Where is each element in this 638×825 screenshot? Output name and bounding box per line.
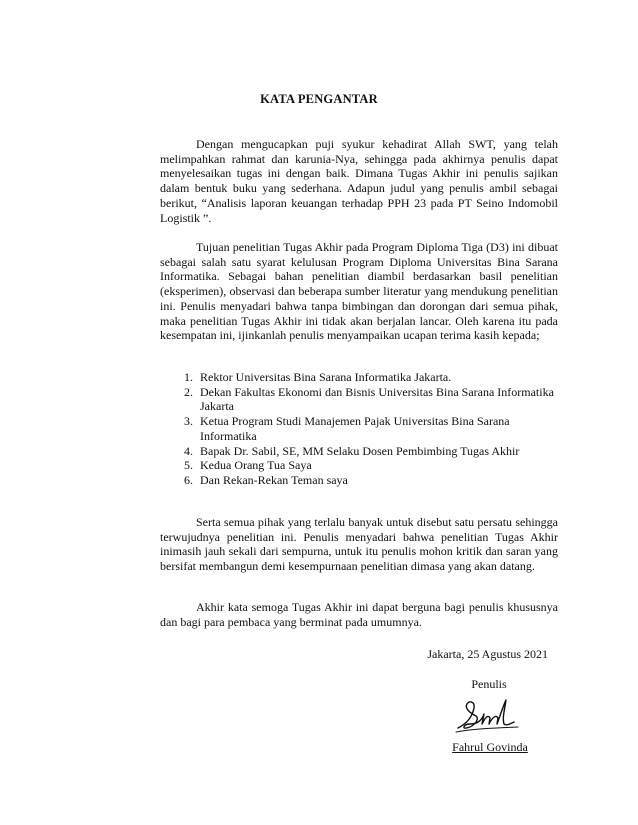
list-item [160,473,560,488]
signer-name: Fahrul Govinda [452,740,528,754]
list-item-number: 5. [184,458,193,473]
list-item-text: Kedua Orang Tua Saya [200,458,312,473]
paragraph-purpose [160,240,558,343]
list-item-text: Dekan Fakultas Ekonomi dan Bisnis Universitas Bina Sarana Informatika Jakarta [200,384,554,414]
list-item [160,458,560,473]
list-item-number: 3. [184,414,193,429]
list-item-text: Ketua Program Studi Manajemen Pajak Universitas Bina Sarana Informatika [200,414,510,443]
paragraph-closing [160,515,558,574]
list-item [160,444,560,459]
list-item [160,414,560,443]
list-item [160,370,560,385]
paragraph-closing-text: Serta semua pihak yang terlalu banyak untuk disebut satu persatu sehingga terwujudnya penelitian ini. Penulis menyadari bahwa penelitian Tugas Akhir inimasih jauh sekali dari sempurna, untuk itu penulis mohon kritik dan saran yang bersifat membangun demi kesempurnaan penelitian dimasa yang akan datang. [160,515,558,574]
page-title: KATA PENGANTAR [260,92,378,106]
handwritten-signature [452,694,522,736]
list-item-number: 1. [184,370,193,384]
list-item [160,385,560,414]
signoff-label: Penulis [471,677,507,691]
paragraph-purpose-text: Tujuan penelitian Tugas Akhir pada Program Diploma Tiga (D3) ini dibuat sebagai salah satu syarat kelulusan Program Diploma Universitas Bina Sarana Informatika. Sebagai bahan penelitian diambil berdasarkan basil penelitian (eksperimen), observasi dan beberapa sumber literatur yang mendukung penelitian ini. Penulis menyadari bahwa tanpa bimbingan dan dorongan dari semua pihak, maka penelitian Tugas Akhir ini tidak akan berjalan lancar. Oleh karena itu pada kesempatan ini, ijinkanlah penulis menyampaikan ucapan terima kasih kepada; [160,240,558,343]
list-item-text: Bapak Dr. Sabil, SE, MM Selaku Dosen Pembimbing Tugas Akhir [200,443,520,458]
list-item-number: 6. [184,472,193,487]
paragraph-opening [160,137,558,225]
list-item-text: Dan Rekan-Rekan Teman saya [200,472,348,487]
acknowledgement-list [160,370,560,488]
list-item-number: 2. [184,384,193,399]
list-item-number: 4. [184,443,193,458]
paragraph-opening-text: Dengan mengucapkan puji syukur kehadirat Allah SWT, yang telah melimpahkan rahmat dan karunia-Nya, sehingga pada akhirnya penulis dapat menyelesaikan tugas ini dengan baik. Dimana Tugas Akhir ini penulis sajikan dalam bentuk buku yang sederhana. Adapun judul yang penulis ambil sebagai berikut, “Analisis laporan keuangan terhadap PPH 23 pada PT Seino Indomobil Logistik ”. [160,137,558,225]
place-date: Jakarta, 25 Agustus 2021 [427,647,548,661]
list-item-text: Rektor Universitas Bina Sarana Informatika Jakarta. [200,370,452,384]
paragraph-final [160,600,558,629]
paragraph-final-text: Akhir kata semoga Tugas Akhir ini dapat berguna bagi penulis khususnya dan bagi para pembaca yang berminat pada umumnya. [160,600,558,629]
